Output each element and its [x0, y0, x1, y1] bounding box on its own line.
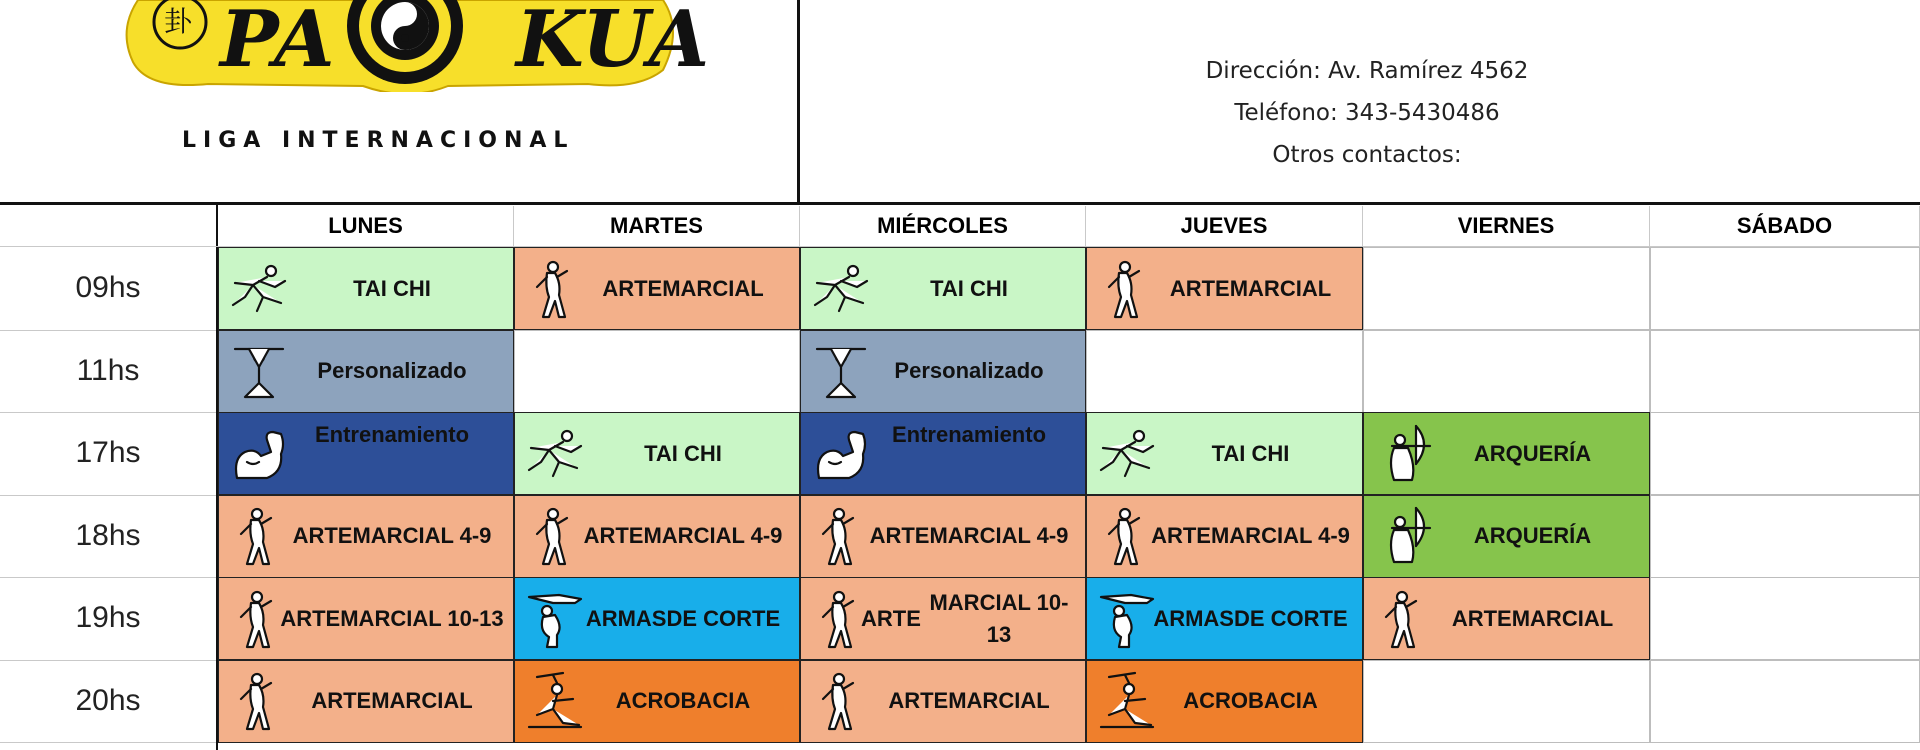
- day-header: JUEVES: [1086, 206, 1363, 246]
- class-name-line: ARMAS: [585, 605, 667, 631]
- contact-phone: Teléfono: 343-5430486: [1234, 100, 1500, 126]
- empty-slot: [1086, 330, 1363, 413]
- class-name-line: Entrenamiento: [891, 422, 1047, 447]
- class-name-line: MARCIAL 4-9: [1210, 523, 1350, 549]
- class-name-line: Personalizado: [894, 358, 1044, 384]
- empty-slot: [1650, 577, 1920, 660]
- class-slot: [1086, 495, 1363, 578]
- class-name-line: MARCIAL 4-9: [352, 523, 492, 549]
- class-name-line: MARCIAL: [1229, 275, 1332, 301]
- class-name: [1424, 496, 1641, 577]
- class-name-line: ACROBACIA: [1183, 688, 1318, 714]
- day-header: VIERNES: [1363, 206, 1650, 246]
- class-name: [1147, 413, 1354, 494]
- class-slot: [800, 412, 1086, 495]
- class-name: [861, 496, 1077, 577]
- empty-slot: [1650, 495, 1920, 578]
- logo-text-left: PA: [220, 0, 336, 85]
- class-name: [1147, 248, 1354, 329]
- empty-slot: [1650, 330, 1920, 413]
- day-header: LUNES: [218, 206, 514, 246]
- empty-slot: [514, 330, 800, 413]
- league-name: LIGA INTERNACIONAL: [182, 128, 575, 153]
- class-name-line: ARTE: [280, 605, 341, 631]
- class-name: [279, 496, 505, 577]
- class-slot: [1086, 247, 1363, 330]
- class-slot: [514, 660, 800, 743]
- day-header: SÁBADO: [1650, 206, 1920, 246]
- class-slot: [800, 660, 1086, 743]
- class-slot: [218, 660, 514, 743]
- class-name: [575, 661, 791, 742]
- class-name-line: TAI CHI: [1211, 440, 1290, 466]
- class-slot: [1086, 577, 1363, 660]
- class-name: [1147, 578, 1354, 659]
- header-divider: [797, 0, 800, 204]
- class-slot: [800, 577, 1086, 660]
- class-name-line: Entrenamiento: [314, 422, 470, 447]
- empty-slot: [1363, 247, 1650, 330]
- contact-address: Dirección: Av. Ramírez 4562: [1205, 58, 1529, 84]
- class-name-line: ARTE: [888, 688, 949, 714]
- class-slot: [800, 330, 1086, 413]
- class-name-line: ARTE: [869, 523, 930, 549]
- class-slot: [1363, 495, 1650, 578]
- class-name-line: ARTE: [1169, 275, 1230, 301]
- class-name: [279, 413, 505, 494]
- class-name-line: TAI CHI: [353, 275, 431, 301]
- class-slot: [1363, 577, 1650, 660]
- time-slot-label: 09hs: [75, 271, 141, 304]
- class-name-line: ARTE: [861, 605, 921, 631]
- class-name: [861, 578, 1077, 659]
- class-name-line: MARCIAL: [1511, 605, 1614, 631]
- class-name: [575, 413, 791, 494]
- class-name-line: TAI CHI: [930, 275, 1008, 301]
- logo-text-right: KUA: [516, 0, 711, 85]
- class-name-line: ARQUERÍA: [1473, 523, 1592, 549]
- class-name-line: MARCIAL: [948, 688, 1050, 714]
- class-slot: [218, 330, 514, 413]
- class-slot: [514, 247, 800, 330]
- class-name-line: ARTE: [311, 688, 372, 714]
- empty-slot: [1650, 660, 1920, 743]
- time-slot-label: 19hs: [75, 601, 141, 634]
- class-name-line: ARMAS: [1153, 605, 1234, 631]
- day-header: MARTES: [514, 206, 800, 246]
- class-name-line: ARTE: [602, 275, 663, 301]
- class-name-line: MARCIAL: [371, 688, 473, 714]
- class-slot: [800, 247, 1086, 330]
- class-name-line: DE CORTE: [666, 605, 781, 631]
- class-slot: [514, 495, 800, 578]
- grid-top-border: [0, 202, 1920, 205]
- class-name-line: ARQUERÍA: [1473, 440, 1592, 466]
- class-slot: [218, 577, 514, 660]
- class-name-line: Personalizado: [317, 358, 467, 384]
- time-slot-label: 20hs: [75, 683, 141, 717]
- time-slot-label: 11hs: [76, 353, 140, 387]
- class-name: [861, 248, 1077, 329]
- time-row-separator: [0, 742, 216, 743]
- class-name: [861, 413, 1077, 494]
- class-name: [575, 248, 791, 329]
- empty-slot: [1363, 660, 1650, 743]
- class-name-line: MARCIAL 10-13: [340, 605, 504, 631]
- class-slot: [1363, 412, 1650, 495]
- class-name: [861, 331, 1077, 412]
- class-name: [279, 248, 505, 329]
- class-name: [279, 578, 505, 659]
- class-name-line: MARCIAL: [662, 275, 764, 301]
- class-name-line: ACROBACIA: [615, 688, 751, 714]
- class-name: [1424, 413, 1641, 494]
- class-name-line: DE CORTE: [1233, 605, 1348, 631]
- class-name-line: ARTE: [583, 523, 644, 549]
- class-name: [861, 661, 1077, 742]
- class-name: [1147, 496, 1354, 577]
- class-name-line: ARTE: [1151, 523, 1211, 549]
- class-slot: [218, 247, 514, 330]
- time-slot-label: 18hs: [75, 518, 141, 552]
- time-slot-label: 17hs: [75, 436, 141, 469]
- class-name-line: ARTE: [292, 523, 353, 549]
- class-name-line: MARCIAL 4-9: [929, 523, 1069, 549]
- class-slot: [218, 495, 514, 578]
- empty-slot: [1363, 330, 1650, 413]
- day-header: MIÉRCOLES: [800, 206, 1086, 246]
- class-slot: [1086, 660, 1363, 743]
- class-slot: [1086, 412, 1363, 495]
- class-slot: [800, 495, 1086, 578]
- empty-slot: [1650, 412, 1920, 495]
- class-name: [575, 496, 791, 577]
- class-name-line: TAI CHI: [644, 440, 722, 466]
- class-slot: [514, 412, 800, 495]
- class-name-line: ARTE: [1451, 605, 1512, 631]
- class-name: [575, 578, 791, 659]
- class-name: [279, 331, 505, 412]
- class-slot: [514, 577, 800, 660]
- class-name-line: MARCIAL 10-13: [929, 589, 1069, 647]
- contact-other: Otros contactos:: [1272, 142, 1462, 168]
- header: [0, 0, 1920, 204]
- logo: [118, 0, 711, 92]
- class-name: [1147, 661, 1354, 742]
- class-slot: [218, 412, 514, 495]
- class-name: [279, 661, 505, 742]
- logo-seal: 卦: [164, 5, 193, 38]
- class-name: [1424, 578, 1641, 659]
- class-name-line: MARCIAL 4-9: [643, 523, 783, 549]
- empty-slot: [1650, 247, 1920, 330]
